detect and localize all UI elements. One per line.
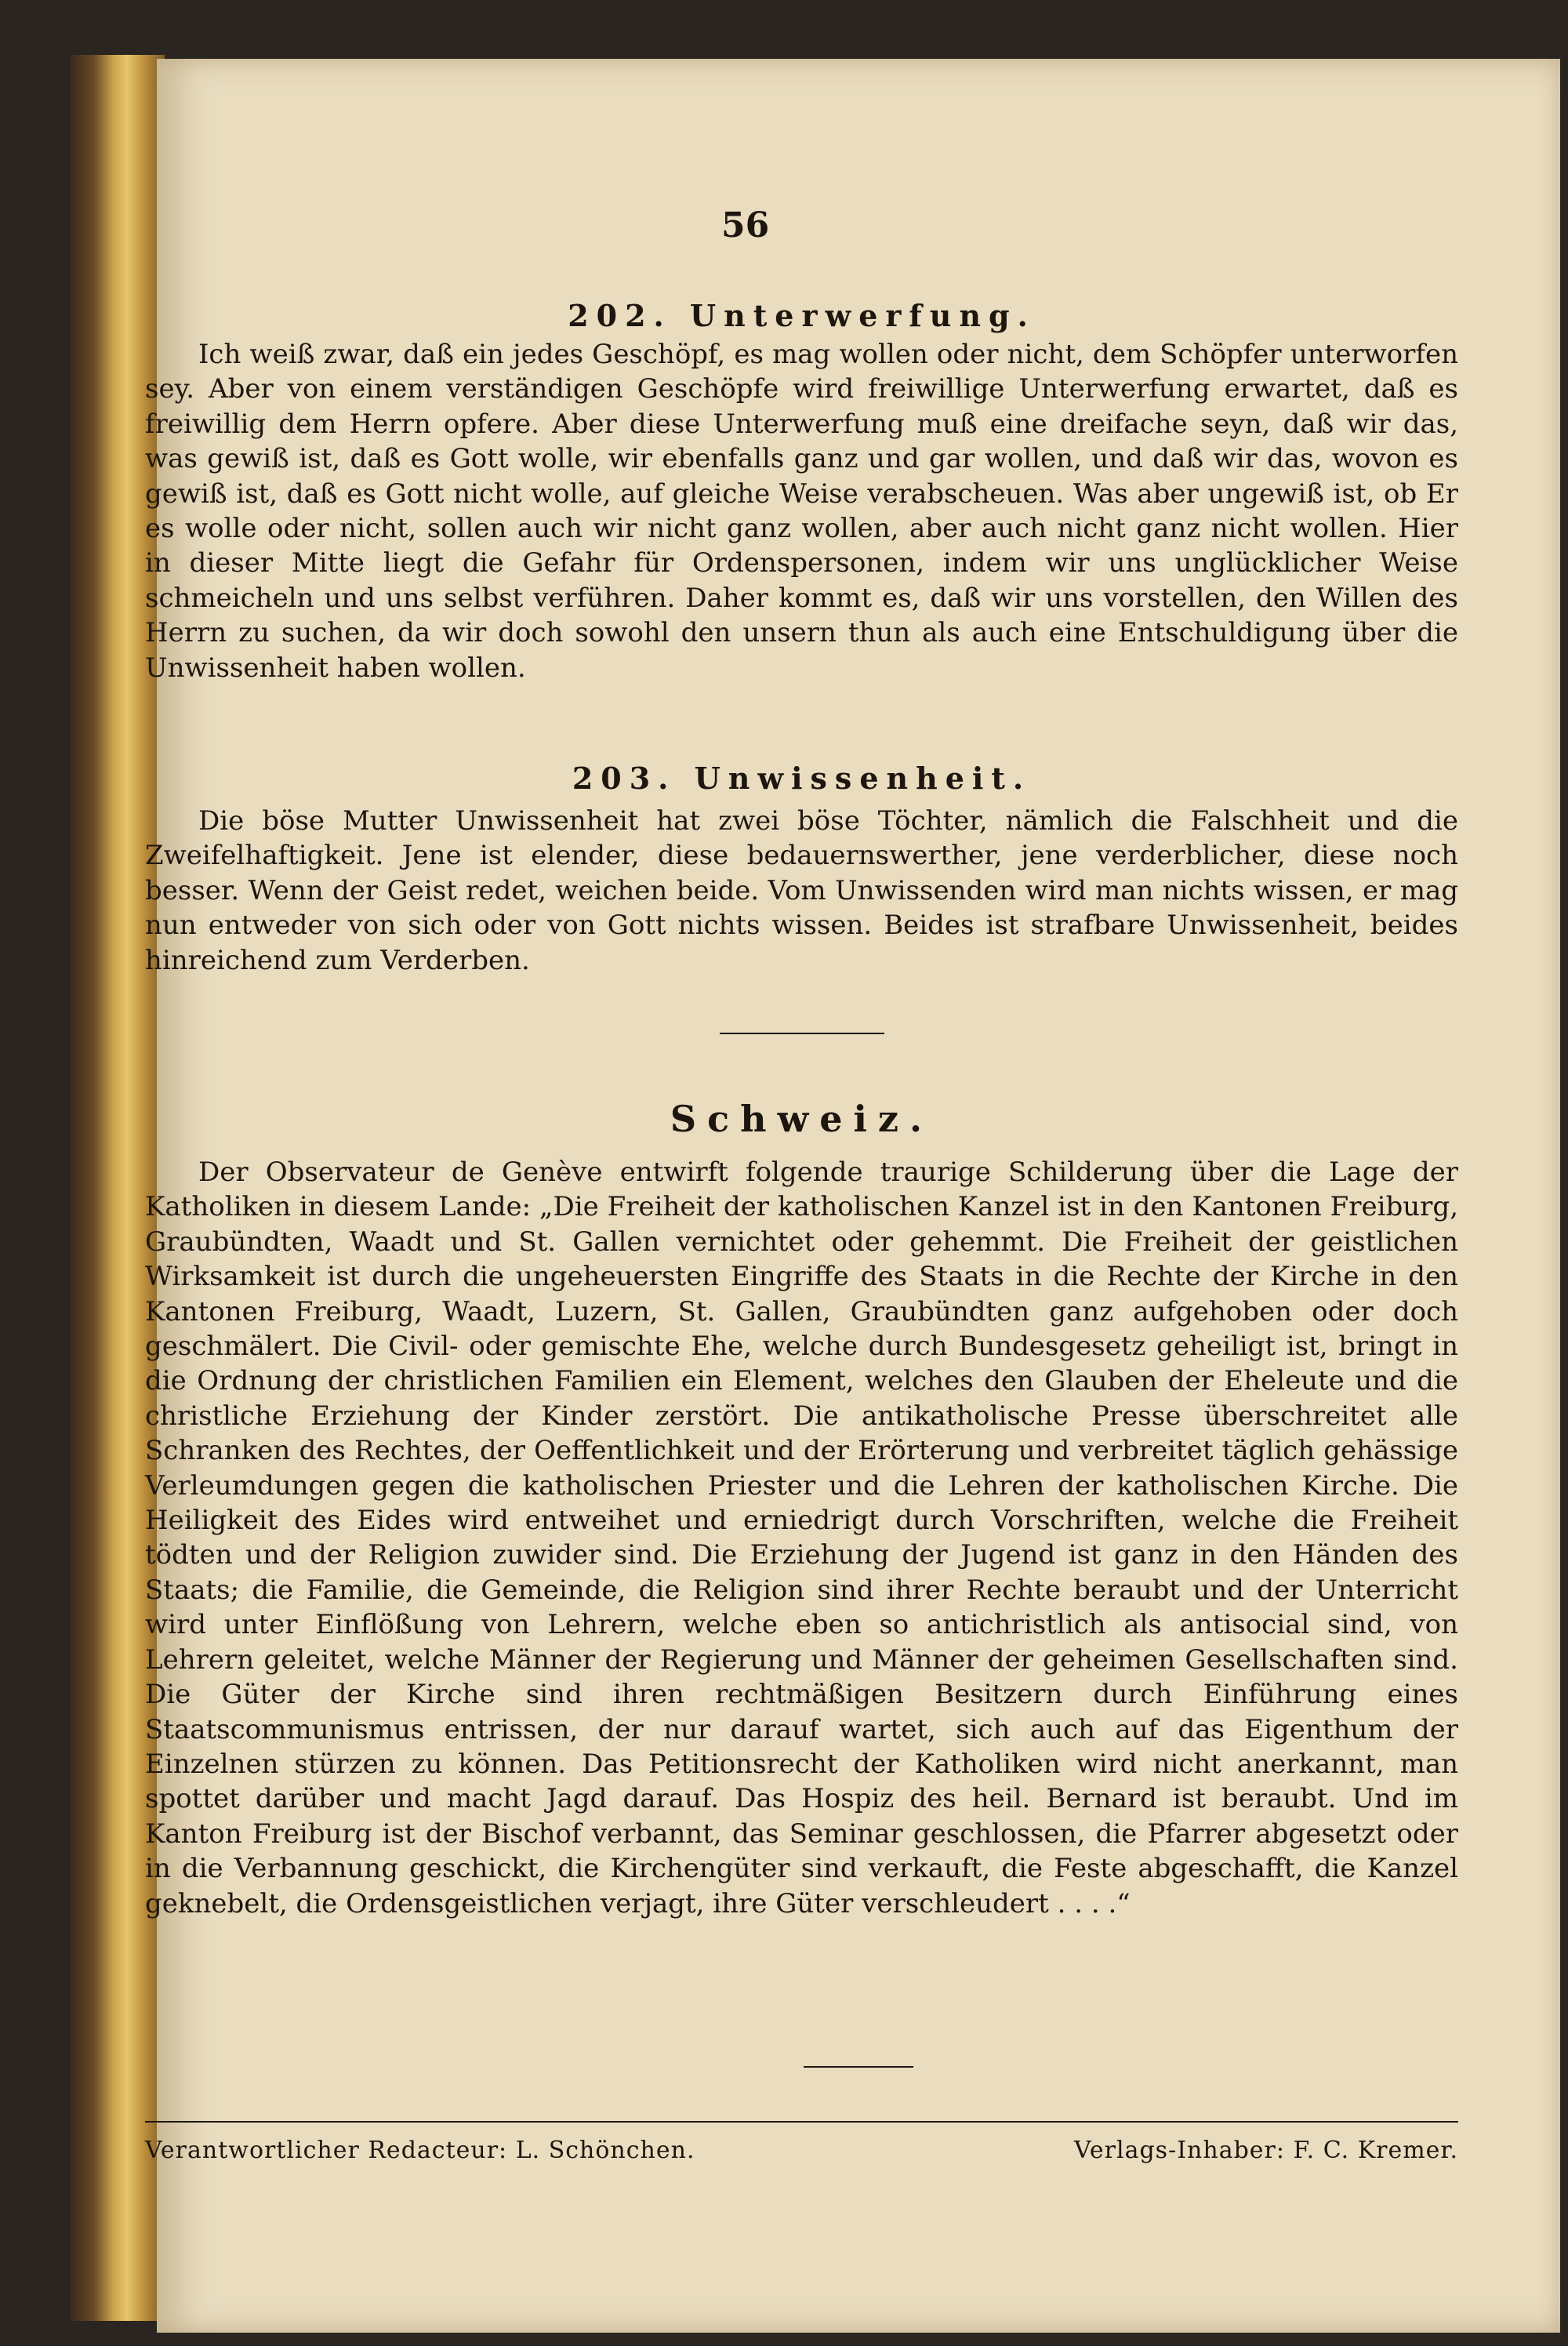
section-heading-203: 203. Unwissenheit. [572,761,1032,796]
paragraph-unwissenheit: Die böse Mutter Unwissenheit hat zwei böse Töchter, nämlich die Falschheit und die Zweifelhaftigkeit. Jene ist elender, diese bedauernswerther, jene verderblicher, diese noch besser. Wenn der Geist redet, weichen beide. Vom Unwissenden wird man nichts wissen, er mag nun entweder von sich oder von Gott nichts wissen. Beides ist strafbare Unwissenheit, beides hinreichend zum Verderben. [145,805,1458,976]
footer-editor: Verantwortlicher Redacteur: L. Schönchen. [145,2137,695,2164]
section-title-schweiz: Schweiz. [670,1098,934,1140]
page-number: 56 [721,205,770,245]
section-divider [720,1033,884,1034]
page-footer [145,2137,1458,2164]
footer-publisher: Verlags-Inhaber: F. C. Kremer. [1073,2137,1458,2164]
end-rule [804,2066,913,2068]
section-heading-202: 202. Unterwerfung. [568,298,1036,333]
paragraph-unterwerfung: Ich weiß zwar, daß ein jedes Geschöpf, es mag wollen oder nicht, dem Schöpfer unterworfen sey. Aber von einem verständigen Geschöpfe wird freiwillige Unterwerfung erwartet, daß es freiwillig dem Herrn opfere. Aber diese Unterwerfung muß eine dreifache seyn, daß wir das, was gewiß ist, daß es Gott wolle, wir ebenfalls ganz und gar wollen, und daß wir das, wovon es gewiß ist, daß es Gott nicht wolle, auf gleiche Weise verabscheuen. Was aber ungewiß ist, ob Er es wolle oder nicht, sollen auch wir nicht ganz wollen, aber auch nicht ganz nicht wollen. Hier in dieser Mitte liegt die Gefahr für Ordenspersonen, indem wir uns unglücklicher Weise schmeicheln und uns selbst verführen. Daher kommt es, daß wir uns vorstellen, den Willen des Herrn zu suchen, da wir doch sowohl den unsern thun als auch eine Entschuldigung über die Unwissenheit haben wollen. [145,339,1458,684]
footer-rule [145,2121,1458,2123]
paragraph-schweiz: Der Observateur de Genève entwirft folgende traurige Schilderung über die Lage der Katholiken in diesem Lande: „Die Freiheit der katholischen Kanzel ist in den Kantonen Freiburg, Graubündten, Waadt und St. Gallen vernichtet oder gehemmt. Die Freiheit der geistlichen Wirksamkeit ist durch die ungeheuersten Eingriffe des Staats in die Rechte der Kirche in den Kantonen Freiburg, Waadt, Luzern, St. Gallen, Graubündten ganz aufgehoben oder doch geschmälert. Die Civil- oder gemischte Ehe, welche durch Bundesgesetz geheiligt ist, bringt in die Ordnung der christlichen Familien ein Element, welches den Glauben der Eheleute und die christliche Erziehung der Kinder zerstört. Die antikatholische Presse überschreitet alle Schranken des Rechtes, der Oeffentlichkeit und der Erörterung und verbreitet täglich gehässige Verleumdungen gegen die katholischen Priester und die Lehren der katholischen Kirche. Die Heiligkeit des Eides wird entweihet und erniedrigt durch Vorschriften, welche die Freiheit tödten und der Religion zuwider sind. Die Erziehung der Jugend ist ganz in den Händen des Staats; die Familie, die Gemeinde, die Religion sind ihrer Rechte beraubt und der Unterricht wird unter Einflößung von Lehrern, welche eben so antichristlich als antisocial sind, von Lehrern geleitet, welche Männer der Regierung und Männer der geheimen Gesellschaften sind. Die Güter der Kirche sind ihren rechtmäßigen Besitzern durch Einführung eines Staatscommunismus entrissen, der nur darauf wartet, sich auch auf das Eigenthum der Einzelnen stürzen zu können. Das Petitionsrecht der Katholiken wird nicht anerkannt, man spottet darüber und macht Jagd darauf. Das Hospiz des heil. Bernard ist beraubt. Und im Kanton Freiburg ist der Bischof verbannt, das Seminar geschlossen, die Pfarrer abgesetzt oder in die Verbannung geschickt, die Kirchengüter sind verkauft, die Feste abgeschafft, die Kanzel geknebelt, die Ordensgeistlichen verjagt, ihre Güter verschleudert . . . .“ [145,1157,1458,1919]
